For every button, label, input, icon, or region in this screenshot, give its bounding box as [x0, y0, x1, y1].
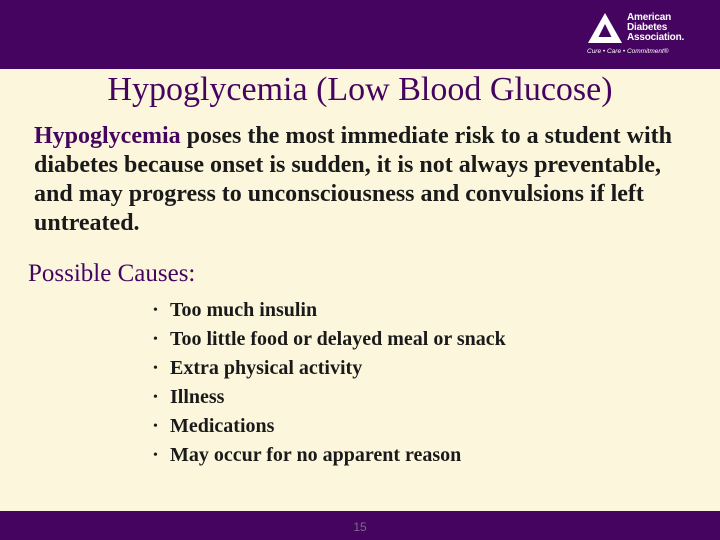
list-item [153, 325, 506, 354]
bullet-icon: • [153, 390, 158, 405]
causes-heading: Possible Causes: [28, 260, 196, 287]
list-item-text: Extra physical activity [170, 357, 363, 379]
list-item-text: Medications [170, 415, 275, 437]
intro-highlight: Hypoglycemia [34, 123, 181, 149]
list-item-text: Too little food or delayed meal or snack [170, 328, 506, 350]
page-number: 15 [353, 520, 367, 534]
bullet-icon: • [153, 419, 158, 434]
bullet-icon: • [153, 361, 158, 376]
logo-line-1: American [627, 12, 671, 23]
list-item-text: May occur for no apparent reason [170, 444, 462, 466]
intro-text: poses the most immediate risk to a student with diabetes because onset is sudden, it is not always preventable, and may progress to unconsciousness and convulsions if left untreated. [34, 123, 672, 236]
ada-logo [587, 12, 715, 58]
list-item-text: Illness [170, 386, 225, 408]
list-item [153, 383, 506, 412]
list-item [153, 412, 506, 441]
bullet-icon: • [153, 303, 158, 318]
intro-paragraph [34, 122, 694, 238]
list-item [153, 296, 506, 325]
bullet-icon: • [153, 332, 158, 347]
list-item-text: Too much insulin [170, 299, 318, 321]
list-item [153, 354, 506, 383]
logo-line-2: Diabetes [627, 22, 668, 33]
bullet-icon: • [153, 448, 158, 463]
triangle-logo-icon [587, 12, 623, 44]
slide-title: Hypoglycemia (Low Blood Glucose) [107, 71, 613, 108]
header-band [0, 0, 720, 69]
logo-tagline: Cure • Care • Commitment® [587, 48, 669, 55]
causes-list [153, 296, 506, 470]
list-item [153, 441, 506, 470]
logo-line-3: Association. [627, 32, 685, 43]
logo-wordmark [627, 13, 684, 43]
